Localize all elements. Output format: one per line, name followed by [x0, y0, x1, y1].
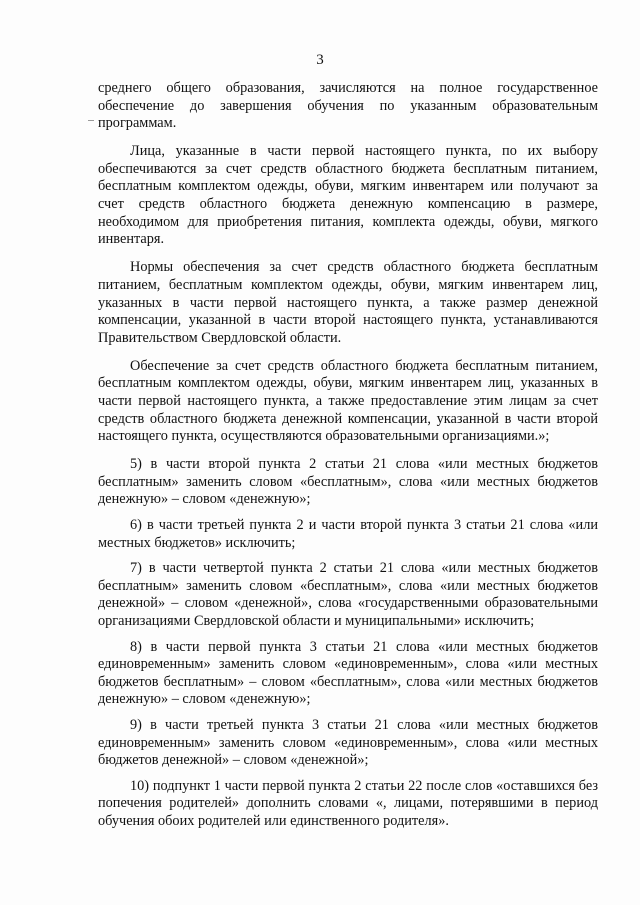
paragraph-provision: Обеспечение за счет средств областного бюджета бесплатным питанием, бесплатным комплектом одежды, обуви, мягким инвентарем лиц, указанных в части первой настоящего пункта, а также предоставление этим лицам за счет средств областного бюджета денежной компенсации, указанной в части второй настоящего пункта, осуществляются образовательными организациями.»;	[98, 357, 598, 445]
amendment-item-9: 9) в части третьей пункта 3 статьи 21 слова «или местных бюджетов единовременным» заменить словом «единовременным», слова «или местных бюджетов денежной» – словом «денежной»;	[98, 717, 598, 769]
amendment-item-8: 8) в части первой пункта 3 статьи 21 слова «или местных бюджетов единовременным» заменить словом «единовременным», слова «или местных бюджетов бесплатным» – словом «бесплатным», слова «или местных бюджетов денежную» – словом «денежную»;	[98, 638, 598, 708]
paragraph-persons-listed: Лица, указанные в части первой настоящего пункта, по их выбору обеспечиваются за счет средств областного бюджета бесплатным питанием, бесплатным комплектом одежды, обуви, мягким инвентарем или получают за счет средств областного бюджета денежную компенсацию в размере, необходимом для приобретения питания, комплекта одежды, обуви, мягкого инвентаря.	[98, 143, 598, 248]
paragraph-norms: Нормы обеспечения за счет средств областного бюджета бесплатным питанием, бесплатным комплектом одежды, обуви, мягким инвентарем лиц, указанных в части первой настоящего пункта, а также размер денежной компенсации, указанной в части второй настоящего пункта, устанавливаются Правительством Свердловской области.	[98, 259, 598, 346]
amendment-item-5: 5) в части второй пункта 2 статьи 21 слова «или местных бюджетов бесплатным» заменить словом «бесплатным», слова «или местных бюджетов денежную» – словом «денежную»;	[98, 456, 598, 508]
amendment-item-7: 7) в части четвертой пункта 2 статьи 21 слова «или местных бюджетов бесплатным» заменить словом «бесплатным», слова «или местных бюджетов денежной» – словом «денежной», слова «государственными образовательными организациями Свердловской области и муниципальными» исключить;	[98, 560, 598, 630]
document-body	[98, 80, 598, 839]
page-number: 3	[316, 52, 324, 68]
paragraph-continuation: среднего общего образования, зачисляются на полное государственное обеспечение до завершения обучения по указанным образовательным программам.	[98, 80, 598, 132]
amendment-item-6: 6) в части третьей пункта 2 и части второй пункта 3 статьи 21 слова «или местных бюджетов» исключить;	[98, 517, 598, 551]
margin-mark	[88, 120, 94, 121]
amendment-item-10: 10) подпункт 1 части первой пункта 2 статьи 22 после слов «оставшихся без попечения родителей» дополнить словами «, лицами, потерявшими в период обучения обоих родителей или единственного родителя».	[98, 777, 598, 829]
